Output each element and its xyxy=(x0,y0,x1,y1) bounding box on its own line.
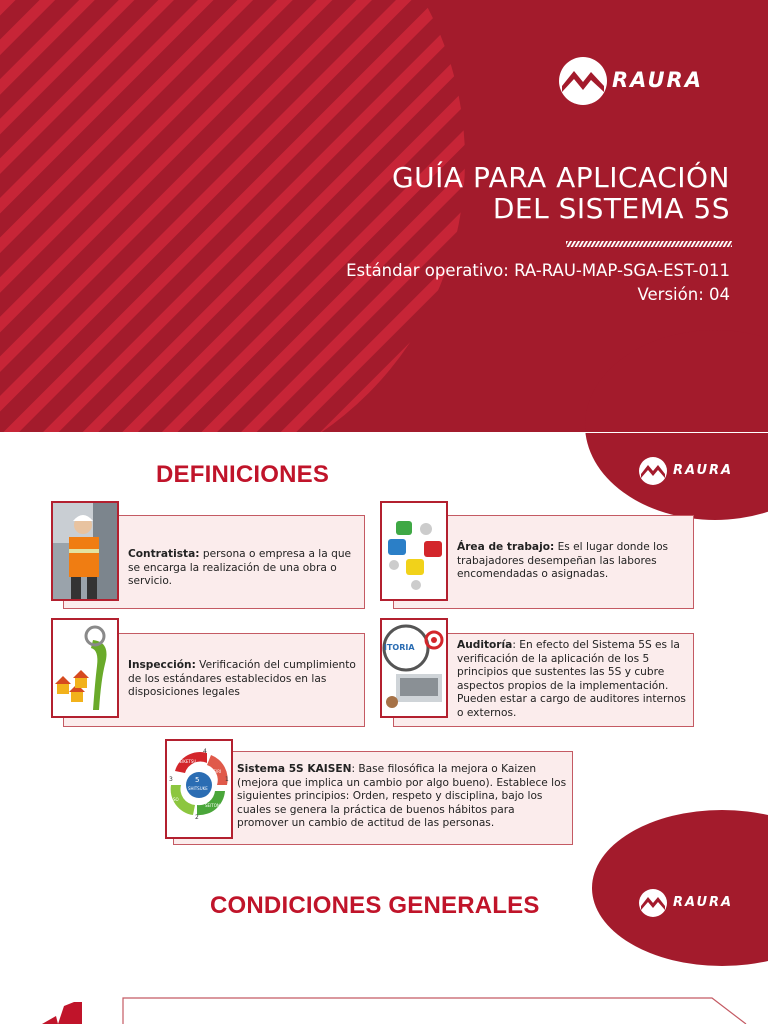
cycle-label-seiton: SEITON xyxy=(205,803,220,808)
cycle-number-3: 3 xyxy=(169,776,173,783)
title-line-1: GUÍA PARA APLICACIÓN xyxy=(391,161,730,194)
cycle-center-label: SHITSUKE xyxy=(188,786,208,791)
raura-mountain-icon xyxy=(638,456,668,486)
cycle-number-2: 2 xyxy=(195,814,199,821)
cycle-label-so: SO xyxy=(173,797,179,802)
puzzle-image xyxy=(380,501,448,601)
definition-body: Es el lugar donde los trabajadores desempeñan las labores encomendadas o asignadas. xyxy=(457,541,669,581)
raura-logo-text: RAURA xyxy=(673,895,734,910)
definition-text-contratista xyxy=(128,548,360,589)
definition-term: Auditoría xyxy=(457,639,513,651)
audit-image-label: ITORIA xyxy=(384,643,415,652)
definition-term: Contratista: xyxy=(128,548,200,560)
general-conditions-heading: CONDICIONES GENERALES xyxy=(210,892,540,919)
raura-mountain-icon xyxy=(558,56,608,106)
cycle-label-seiketsu: SEIKETSU xyxy=(177,759,197,764)
definitions-heading: DEFINICIONES xyxy=(156,461,330,488)
title-line-2: DEL SISTEMA 5S xyxy=(492,192,730,225)
worker-image xyxy=(51,501,119,601)
title-divider xyxy=(566,241,732,247)
definition-body: : En efecto del Sistema 5S es la verificación de la aplicación de los 5 principios que sustentes las 5S y cubre aspectos propios de la implementación. Pueden estar a cargo de auditores internos o externos. xyxy=(457,639,686,719)
raura-logo-small xyxy=(638,456,668,491)
definition-text-auditoria xyxy=(457,639,689,721)
definition-term: Inspección: xyxy=(128,659,196,671)
general-conditions-card xyxy=(122,996,748,1024)
audit-image xyxy=(380,618,448,718)
raura-mountain-icon xyxy=(638,888,668,918)
raura-logo xyxy=(558,56,608,111)
raura-logo-text: RAURA xyxy=(673,463,734,478)
definition-text-5s-kaisen xyxy=(237,763,567,831)
standard-info xyxy=(310,259,730,307)
definition-body: Verificación del cumplimiento de los estándares establecidos en las disposiciones legales xyxy=(128,659,356,699)
definition-term: Sistema 5S KAISEN xyxy=(237,763,352,775)
definition-text-area-trabajo xyxy=(457,541,689,582)
version-label: Versión: 04 xyxy=(637,285,730,304)
definition-term: Área de trabajo: xyxy=(457,541,555,553)
standard-code: Estándar operativo: RA-RAU-MAP-SGA-EST-011 xyxy=(346,261,730,280)
5s-cycle-image xyxy=(165,739,233,839)
raura-logo-small xyxy=(638,888,668,923)
inspection-image xyxy=(51,618,119,718)
cycle-center-number: 5 xyxy=(195,776,200,784)
cycle-number-1: 1 xyxy=(225,776,229,783)
definition-body: : Base filosófica la mejora o Kaizen (mejora que implica un cambio por algo bueno). Establece los siguientes principios: Orden, respeto y disciplina, bajo los cuales se genera la práctica de buenos hábitos para promover un cambio de actitud de las personas. xyxy=(237,763,567,830)
cycle-label-seiri: SEIRI xyxy=(211,769,222,774)
document-title xyxy=(310,162,730,224)
definition-body: persona o empresa a la que se encarga la realización de una obra o servicio. xyxy=(128,548,352,588)
number-one-shape xyxy=(40,1000,90,1024)
definition-text-inspeccion xyxy=(128,659,360,700)
cycle-number-4: 4 xyxy=(203,748,207,755)
raura-logo-text: RAURA xyxy=(612,68,703,92)
